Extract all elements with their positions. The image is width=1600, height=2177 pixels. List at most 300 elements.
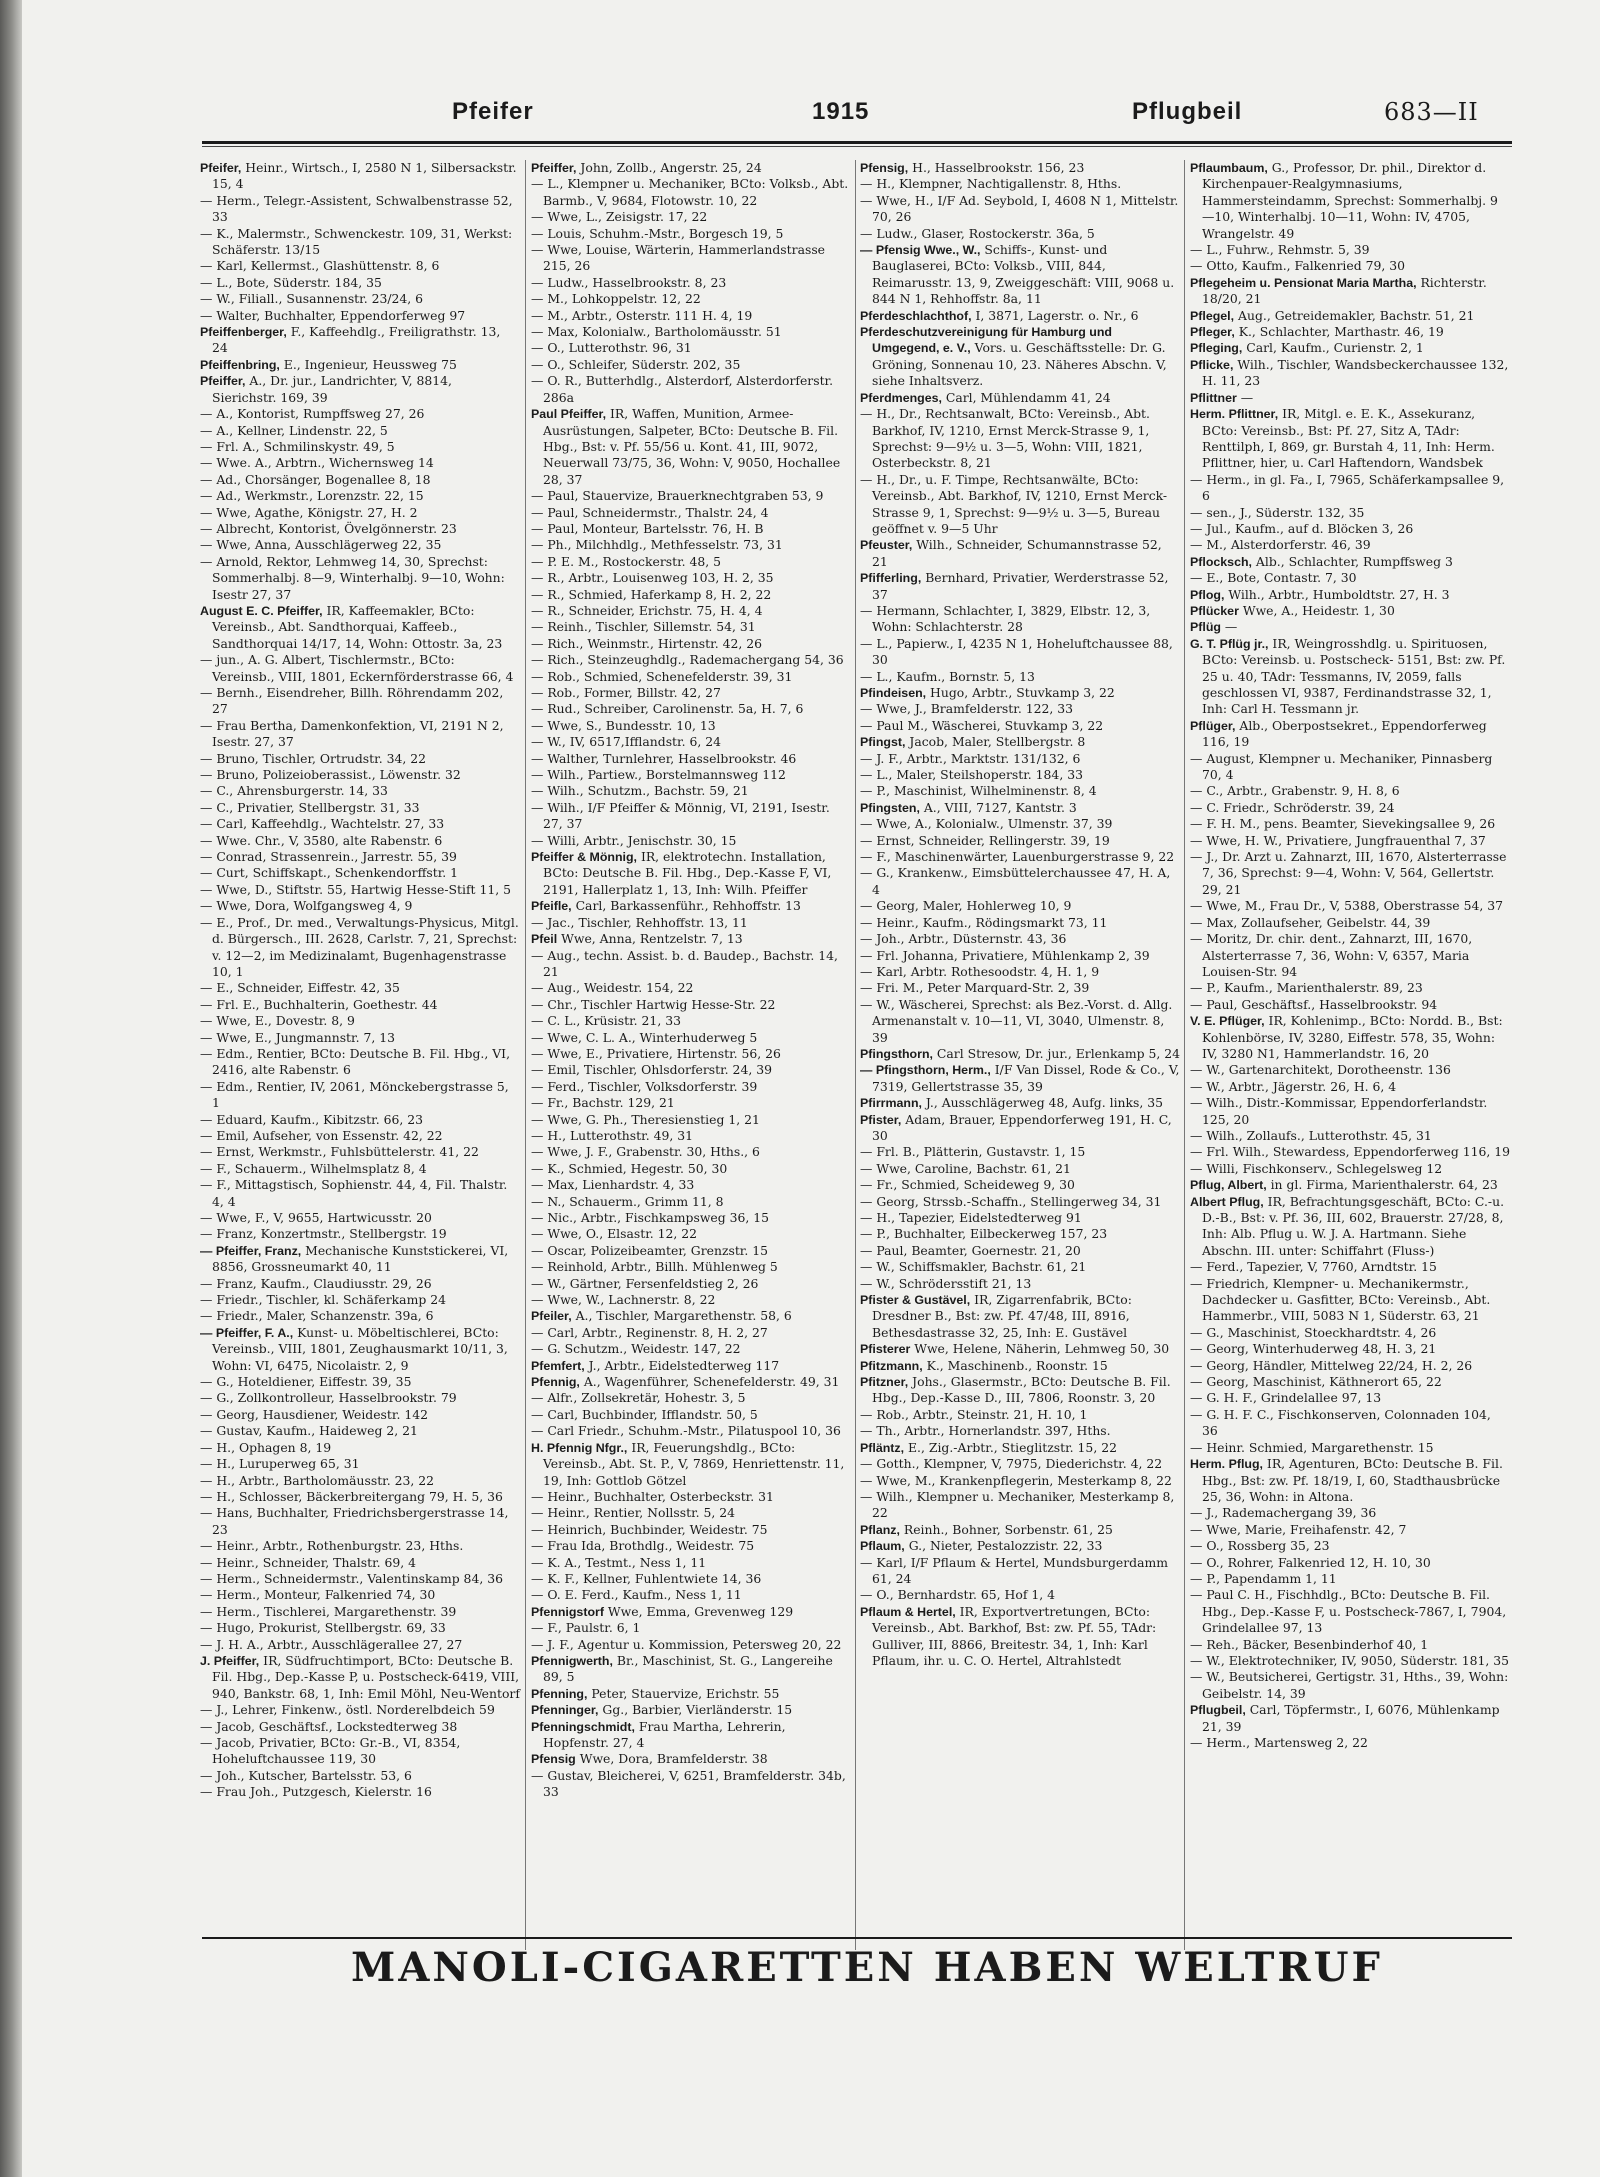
directory-entry (531, 291, 851, 307)
entry-text: — H., Schlosser, Bäckerbreitergang 79, H. 5, 36 (200, 1488, 503, 1504)
entry-name: Pfennigstorf (531, 1604, 604, 1619)
entry-text: — N., Schauerm., Grimm 11, 8 (531, 1193, 724, 1209)
directory-entry (1190, 1390, 1510, 1406)
entry-text: — Fr., Bachstr. 129, 21 (531, 1095, 675, 1111)
directory-entry (531, 1079, 851, 1095)
entry-text: IR, Kohlenimp., BCto: Nordd. B., Bst: Kohlenbörse, IV, 3280, Eiffestr. 578, 35, Wohn: IV, 3280 N1, Hammerlandstr. 16, 20 (1202, 1013, 1503, 1061)
entry-name: Pflug, Albert, (1190, 1178, 1267, 1193)
entry-text: — R., Arbtr., Louisenweg 103, H. 2, 35 (531, 570, 774, 586)
entry-text: — Wwe, O., Elsastr. 12, 22 (531, 1226, 698, 1242)
directory-entry (531, 1538, 851, 1554)
directory-entry (531, 1292, 851, 1308)
directory-entry (860, 1177, 1180, 1193)
directory-entry (531, 308, 851, 324)
directory-entry (1190, 242, 1510, 258)
column-4 (1190, 160, 1510, 1751)
entry-name: Pflücker (1190, 603, 1239, 618)
entry-text: — Wwe, A., Kolonialw., Ulmenstr. 37, 39 (860, 816, 1113, 832)
directory-entry (531, 587, 851, 603)
entry-name: Pflaum & Hertel, (860, 1604, 956, 1619)
entry-text: — Friedr., Maler, Schanzenstr. 39a, 6 (200, 1308, 434, 1324)
entry-text: — Ad., Chorsänger, Bogenallee 8, 18 (200, 471, 431, 487)
directory-entry (860, 1604, 1180, 1670)
directory-entry (860, 1095, 1180, 1111)
directory-page (22, 0, 1600, 2177)
entry-text: — Frl. E., Buchhalterin, Goethestr. 44 (200, 996, 438, 1012)
directory-entry (200, 1276, 520, 1292)
entry-text: — M., Arbtr., Osterstr. 111 H. 4, 19 (531, 307, 753, 323)
directory-entry (860, 242, 1180, 308)
directory-entry (1190, 1407, 1510, 1440)
entry-text: — Friedr., Tischler, kl. Schäferkamp 24 (200, 1292, 446, 1308)
directory-entry (200, 1440, 520, 1456)
directory-entry (531, 1194, 851, 1210)
entry-text: — Eduard, Kaufm., Kibitzstr. 66, 23 (200, 1111, 423, 1127)
directory-entry (1190, 570, 1510, 586)
entry-text: — Bernh., Eisendreher, Billh. Röhrendamm 202, 27 (200, 685, 504, 717)
entry-text: — Heinr., Rentier, Nollsstr. 5, 24 (531, 1505, 736, 1521)
directory-entry (860, 1144, 1180, 1160)
entry-text: — A., Kellner, Lindenstr. 22, 5 (200, 422, 388, 438)
entry-name: Pfeifer, (200, 161, 242, 175)
entry-text: — O., Rohrer, Falkenried 12, H. 10, 30 (1190, 1554, 1431, 1570)
entry-name: Pfeiffer & Mönnig, (531, 850, 638, 865)
directory-entry (200, 849, 520, 865)
entry-text: — L., Kaufm., Bornstr. 5, 13 (860, 668, 1035, 684)
header-rule (202, 141, 1512, 144)
entry-text: — K., Malermstr., Schwenckestr. 109, 31, Werkst: Schäferstr. 13/15 (200, 225, 513, 258)
entry-text: A., Tischler, Margarethenstr. 58, 6 (571, 1308, 792, 1324)
entry-name: Pfläntz, (860, 1440, 905, 1455)
directory-entry (200, 1702, 520, 1718)
entry-text: — Wwe, H. W., Privatiere, Jungfrauenthal 7, 37 (1190, 832, 1486, 848)
directory-entry (1190, 1637, 1510, 1653)
entry-name: Pfenning, (531, 1686, 588, 1701)
directory-entry (1190, 324, 1510, 340)
entry-text: — Wwe, E., Privatiere, Hirtenstr. 56, 26 (531, 1045, 781, 1061)
directory-entry (200, 865, 520, 881)
entry-text: — O. R., Butterhdlg., Alsterdorf, Alsterdorferstr. 286a (531, 373, 834, 405)
entry-text: — Carl, Buchbinder, Ifflandstr. 50, 5 (531, 1406, 758, 1422)
entry-text: — Georg, Winterhuderweg 48, H. 3, 21 (1190, 1341, 1437, 1357)
directory-entry (860, 1587, 1180, 1603)
entry-text: — Ferd., Tischler, Volksdorferstr. 39 (531, 1078, 758, 1094)
directory-entry (200, 1243, 520, 1276)
directory-entry (1190, 1161, 1510, 1177)
directory-entry (860, 1555, 1180, 1588)
entry-text: J., Ausschlägerweg 48, Aufg. links, 35 (921, 1095, 1164, 1111)
entry-name: Pfirrmann, (860, 1096, 922, 1111)
entry-name: Herm. Pflittner, (1190, 407, 1279, 422)
entry-text: — P., Maschinist, Wilhelminenstr. 8, 4 (860, 783, 1097, 799)
entry-text: — H., Dr., Rechtsanwalt, BCto: Vereinsb., Abt. Barkhof, IV, 1210, Ernst Merck-Strasse 9, 1, Sprechst: 9—9½ u. 3—5, Wohn: VIII, 1821, Osterbeckstr. 8, 21 (860, 406, 1150, 471)
directory-entry (200, 505, 520, 521)
entry-text: — Alfr., Zollsekretär, Hohestr. 3, 5 (531, 1390, 746, 1406)
directory-entry (860, 636, 1180, 669)
entry-text: — Wwe, J., Bramfelderstr. 122, 33 (860, 701, 1074, 717)
entry-name: G. T. Pflüg jr., (1190, 636, 1269, 651)
directory-entry (1190, 816, 1510, 832)
entry-text: — P. E. M., Rostockerstr. 48, 5 (531, 553, 722, 569)
entry-text: Alb., Oberpostsekret., Eppendorferweg 116, 19 (1202, 717, 1487, 750)
entry-text: — E., Bote, Contastr. 7, 30 (1190, 570, 1357, 586)
entry-name: Pflaumbaum, (1190, 161, 1268, 175)
directory-entry (200, 1407, 520, 1423)
entry-text: — Rob., Former, Billstr. 42, 27 (531, 685, 721, 700)
entry-text: — Edm., Rentier, IV, 2061, Mönckebergstrasse 5, 1 (200, 1078, 509, 1111)
directory-entry (860, 1062, 1180, 1095)
directory-entry (1190, 1538, 1510, 1554)
directory-entry (200, 226, 520, 259)
entry-text: — Karl, I/F Pflaum & Hertel, Mundsburgerdamm 61, 24 (860, 1554, 1168, 1586)
entry-name: — Pfeiffer, F. A., (200, 1325, 294, 1340)
entry-name: Pflocksch, (1190, 554, 1252, 569)
directory-entry (860, 865, 1180, 898)
entry-text: — Wwe, E., Jungmannstr. 7, 13 (200, 1029, 396, 1045)
directory-entry (531, 701, 851, 717)
entry-name: Pfingsthorn, (860, 1046, 933, 1061)
entry-name: Pfeil (531, 932, 558, 947)
directory-entry (531, 1062, 851, 1078)
entry-text: — Max, Zollaufseher, Geibelstr. 44, 39 (1190, 914, 1431, 930)
entry-name: Pflegel, (1190, 308, 1235, 323)
directory-entry (1190, 915, 1510, 931)
directory-entry (1190, 1177, 1510, 1193)
entry-text: Vors. u. Geschäftsstelle: Dr. G. Gröning, Sonnenau 10, 23. Näheres Abschn. V, siehe Inhaltsverz. (872, 340, 1167, 389)
entry-text: — Wwe, D., Stiftstr. 55, Hartwig Hesse-Stift 11, 5 (200, 881, 511, 897)
entry-text: — F., Mittagstisch, Sophienstr. 44, 4, Fil. Thalstr. 4, 4 (200, 1177, 508, 1209)
entry-text: — Rich., Steinzeughdlg., Rademachergang 54, 36 (531, 652, 844, 668)
directory-entry (531, 1112, 851, 1128)
entry-text: — Ad., Werkmstr., Lorenzstr. 22, 15 (200, 488, 424, 504)
entry-text: — Jul., Kaufm., auf d. Blöcken 3, 26 (1190, 520, 1414, 536)
entry-text: — Carl Friedr., Schuhm.-Mstr., Pilatuspool 10, 36 (531, 1423, 841, 1439)
entry-name: Pfitzner, (860, 1375, 909, 1390)
directory-entry (860, 603, 1180, 636)
entry-text: — Ernst, Werkmstr., Fuhlsbüttelerstr. 41, 22 (200, 1144, 479, 1160)
directory-entry (531, 1013, 851, 1029)
entry-text: — Wwe. A., Arbtrn., Wichernsweg 14 (200, 455, 434, 471)
directory-entry (1190, 718, 1510, 751)
entry-text: Br., Maschinist, St. G., Langereihe 89, 5 (543, 1652, 833, 1685)
entry-text: — Frau Bertha, Damenkonfektion, VI, 2191 N 2, Isestr. 27, 37 (200, 717, 504, 750)
directory-entry (860, 1194, 1180, 1210)
entry-text: — L., Papierw., I, 4235 N 1, Hoheluftchaussee 88, 30 (860, 635, 1173, 668)
directory-entry (860, 1112, 1180, 1145)
entry-text: — P., Papendamm 1, 11 (1190, 1570, 1337, 1586)
directory-entry (860, 226, 1180, 242)
entry-name: — Pfensig Wwe., W., (860, 243, 981, 258)
directory-entry (200, 980, 520, 996)
directory-entry (1190, 390, 1510, 406)
entry-text: — Wwe, Anna, Ausschlägerweg 22, 35 (200, 537, 442, 553)
directory-entry (1190, 1013, 1510, 1062)
directory-entry (860, 324, 1180, 390)
entry-name: Pflicke, (1190, 357, 1234, 372)
column-divider (855, 160, 856, 1950)
directory-entry (531, 340, 851, 356)
entry-text: — L., Maler, Steilshoperstr. 184, 33 (860, 767, 1083, 783)
directory-entry (860, 997, 1180, 1046)
directory-entry (200, 1128, 520, 1144)
entry-name: V. E. Pflüger, (1190, 1014, 1265, 1029)
directory-entry (860, 800, 1180, 816)
entry-text: — Emil, Aufseher, von Essenstr. 42, 22 (200, 1127, 443, 1143)
directory-entry (860, 193, 1180, 226)
entry-text: Wilh., Schneider, Schumannstrasse 52, 21 (872, 537, 1162, 569)
directory-entry (1190, 783, 1510, 799)
column-1 (200, 160, 520, 1801)
directory-entry (531, 783, 851, 799)
entry-text: — Georg, Maschinist, Käthnerort 65, 22 (1190, 1374, 1442, 1390)
directory-entry (860, 1292, 1180, 1341)
directory-entry (860, 570, 1180, 603)
directory-entry (860, 816, 1180, 832)
entry-text: — L., Bote, Süderstr. 184, 35 (200, 274, 382, 290)
directory-entry (531, 718, 851, 734)
entry-text: — Rob., Arbtr., Steinstr. 21, H. 10, 1 (860, 1406, 1088, 1422)
entry-text: K., Schlachter, Marthastr. 46, 19 (1234, 324, 1444, 340)
entry-text: — O., Lutterothstr. 96, 31 (531, 340, 692, 356)
entry-text: — Frl. B., Plätterin, Gustavstr. 1, 15 (860, 1144, 1086, 1160)
directory-entry (1190, 833, 1510, 849)
entry-text: — Gotth., Klempner, V, 7975, Diederichstr. 4, 22 (860, 1456, 1163, 1472)
directory-entry (200, 1653, 520, 1702)
entry-name: H. Pfennig Nfgr., (531, 1440, 628, 1455)
entry-text: J., Arbtr., Eidelstedterweg 117 (584, 1357, 780, 1373)
directory-entry (200, 783, 520, 799)
entry-text: IR, Zigarrenfabrik, BCto: Dresdner B., Bst: zw. Pf. 47/48, III, 8916, Bethesdastrasse 32, 25, Inh: E. Gustävel (872, 1292, 1132, 1340)
entry-text: Wilh., Tischler, Wandsbeckerchaussee 132, H. 11, 23 (1202, 356, 1509, 389)
entry-text: — Bruno, Polizeioberassist., Löwenstr. 32 (200, 767, 461, 783)
entry-name: Pfeiffenberger, (200, 325, 287, 340)
entry-text: Aug., Getreidemakler, Bachstr. 51, 21 (1234, 307, 1475, 323)
entry-text: Gg., Barbier, Vierländerstr. 15 (598, 1702, 793, 1718)
footer-rule (202, 1937, 1512, 1939)
entry-name: Pfleger, (1190, 325, 1235, 340)
entry-text: — H., Arbtr., Bartholomäusstr. 23, 22 (200, 1472, 435, 1488)
directory-entry (1190, 1735, 1510, 1751)
entry-name: Pferdeschutzvereinigung für Hamburg und Umgegend, e. V., (860, 325, 1112, 356)
entry-text: — J. H. A., Arbtr., Ausschlägerallee 27, 27 (200, 1636, 463, 1652)
directory-entry (860, 1374, 1180, 1407)
directory-entry (200, 193, 520, 226)
directory-entry (531, 1030, 851, 1046)
directory-entry (1190, 619, 1510, 635)
directory-entry (200, 1144, 520, 1160)
directory-entry (531, 997, 851, 1013)
entry-text: — Ernst, Schneider, Rellingerstr. 39, 19 (860, 832, 1110, 848)
entry-text: — Georg, Maler, Hohlerweg 10, 9 (860, 898, 1072, 914)
directory-entry (200, 882, 520, 898)
directory-entry (200, 1423, 520, 1439)
entry-text: — H., Luruperweg 65, 31 (200, 1456, 360, 1472)
entry-text: — Wwe, Louise, Wärterin, Hammerlandstrasse 215, 26 (531, 242, 826, 274)
directory-entry (531, 685, 851, 701)
directory-entry (1190, 1571, 1510, 1587)
directory-entry (860, 1473, 1180, 1489)
entry-text: E., Zig.-Arbtr., Stieglitzstr. 15, 22 (904, 1439, 1117, 1455)
directory-entry (860, 1538, 1180, 1554)
directory-entry (531, 1719, 851, 1752)
directory-entry (860, 1243, 1180, 1259)
directory-entry (531, 176, 851, 209)
entry-text: — E., Schneider, Eiffestr. 42, 35 (200, 980, 400, 996)
entry-text: — H., Tapezier, Eidelstedterweg 91 (860, 1210, 1082, 1225)
entry-text: — Joh., Arbtr., Düsternstr. 43, 36 (860, 931, 1067, 947)
directory-entry (531, 1768, 851, 1801)
entry-text: — Willi, Arbtr., Jenischstr. 30, 15 (531, 832, 737, 848)
entry-text: — G., Zollkontrolleur, Hasselbrookstr. 79 (200, 1390, 457, 1406)
entry-text: G., Professor, Dr. phil., Direktor d. Kirchenpauer-Realgymnasiums, Hammersteindamm, Sprechst: Sommerhalbj. 9—10, Winterhalbj. 10—11, Wohn: IV, 4705, Wrangelstr. 49 (1202, 160, 1498, 241)
directory-entry (1190, 275, 1510, 308)
entry-text: — Hugo, Prokurist, Stellbergstr. 69, 33 (200, 1620, 446, 1636)
entry-text: IR, Agenturen, BCto: Deutsche B. Fil. Hbg., Bst: zw. Pf. 18/19, I, 60, Stadthausbrücke 25, 36, Wohn: in Altona. (1202, 1456, 1503, 1504)
entry-text: — Reinhold, Arbtr., Billh. Mühlenweg 5 (531, 1259, 778, 1275)
directory-entry (200, 406, 520, 422)
directory-entry (531, 800, 851, 833)
entry-text: — J., Lehrer, Finkenw., östl. Norderelbdeich 59 (200, 1702, 495, 1718)
directory-entry (531, 1276, 851, 1292)
directory-entry (531, 275, 851, 291)
entry-text: — Fri. M., Peter Marquard-Str. 2, 39 (860, 980, 1090, 996)
entry-text: — Aug., Weidestr. 154, 22 (531, 980, 694, 996)
entry-name: Pfisterer (860, 1342, 911, 1357)
directory-entry (860, 734, 1180, 750)
directory-entry (531, 603, 851, 619)
directory-entry (531, 751, 851, 767)
entry-name: Pfingst, (860, 735, 906, 750)
directory-entry (531, 1555, 851, 1571)
directory-entry (531, 521, 851, 537)
entry-text: Kunst- u. Möbeltischlerei, BCto: Vereinsb., VIII, 1801, Zeughausmarkt 10/11, 3, Wohn: VI, 6475, Nicolaistr. 2, 9 (212, 1324, 508, 1373)
entry-text: — G., Krankenw., Eimsbüttelerchaussee 47, H. A, 4 (860, 865, 1171, 897)
directory-entry (200, 1226, 520, 1242)
entry-text: — P., Kaufm., Marienthalerstr. 89, 23 (1190, 980, 1423, 996)
footer-advertisement: MANOLI-CIGARETTEN HABEN WELTRUF (351, 1944, 1383, 1991)
entry-text: I/F Van Dissel, Rode & Co., V, 7319, Gellertstrasse 35, 39 (872, 1062, 1180, 1094)
entry-name: Pfeiffer, (531, 161, 577, 175)
directory-entry (200, 1112, 520, 1128)
entry-text: — Wwe, Agathe, Königstr. 27, H. 2 (200, 504, 418, 520)
directory-entry (200, 1308, 520, 1324)
entry-text: — F., Maschinenwärter, Lauenburgerstrasse 9, 22 (860, 849, 1175, 865)
directory-entry (1190, 603, 1510, 619)
entry-text: — Paul, Monteur, Bartelsstr. 76, H. B (531, 520, 764, 536)
entry-text: — H., Ophagen 8, 19 (200, 1439, 332, 1455)
directory-entry (200, 1604, 520, 1620)
directory-entry (531, 209, 851, 225)
directory-entry (860, 1341, 1180, 1357)
entry-text: — Oscar, Polizeibeamter, Grenzstr. 15 (531, 1242, 769, 1258)
entry-name: Pfensig, (860, 161, 909, 175)
directory-entry (1190, 554, 1510, 570)
directory-entry (1190, 1325, 1510, 1341)
entry-name: Pfeiffenbring, (200, 357, 280, 372)
entry-text: — Heinr., Schneider, Thalstr. 69, 4 (200, 1554, 417, 1570)
entry-text: — Wwe, G. Ph., Theresienstieg 1, 21 (531, 1111, 760, 1127)
page-header (22, 98, 1600, 138)
directory-entry (200, 833, 520, 849)
entry-text: — Georg, Strssb.-Schaffn., Stellingerweg 34, 31 (860, 1193, 1162, 1209)
directory-entry (200, 1390, 520, 1406)
header-rule-thin (202, 146, 1512, 147)
entry-text: — Georg, Händler, Mittelweg 22/24, H. 2, 26 (1190, 1357, 1473, 1373)
entry-name: Pferdeschlachthof, (860, 308, 972, 323)
entry-text: — Wilh., I/F Pfeiffer & Mönnig, VI, 2191, Isestr. 27, 37 (531, 799, 830, 832)
entry-text: — Conrad, Strassenrein., Jarrestr. 55, 39 (200, 849, 457, 865)
directory-entry (860, 1046, 1180, 1062)
directory-entry (1190, 1653, 1510, 1669)
directory-entry (860, 1407, 1180, 1423)
entry-name: Pfister, (860, 1112, 902, 1127)
header-year: 1915 (812, 98, 870, 125)
directory-entry (860, 1358, 1180, 1374)
directory-entry (531, 1489, 851, 1505)
directory-entry (1190, 308, 1510, 324)
directory-entry (1190, 521, 1510, 537)
entry-text: — W., Wäscherei, Sprechst: als Bez.-Vorst. d. Allg. Armenanstalt v. 10—11, VI, 3040, Ulmenstr. 8, 39 (860, 996, 1173, 1045)
entry-text: A., Dr. jur., Landrichter, V, 8814, Sierichstr. 169, 39 (212, 373, 452, 405)
entry-text: — Th., Arbtr., Hornerlandstr. 397, Hths. (860, 1423, 1111, 1439)
entry-name: Pfensig (531, 1752, 576, 1767)
entry-name: Pflog, (1190, 587, 1225, 602)
entry-text: Wwe, Helene, Näherin, Lehmweg 50, 30 (910, 1341, 1170, 1357)
directory-entry (531, 1177, 851, 1193)
entry-text: Hugo, Arbtr., Stuvkamp 3, 22 (926, 685, 1115, 700)
entry-name: Pfingsten, (860, 800, 920, 815)
entry-text: K., Maschinenb., Roonstr. 15 (922, 1357, 1108, 1373)
directory-entry (860, 685, 1180, 701)
entry-text: Carl, Kaufm., Curienstr. 2, 1 (1242, 340, 1424, 356)
entry-text: — W., Gärtner, Fersenfeldstieg 2, 26 (531, 1275, 759, 1291)
directory-entry (1190, 1358, 1510, 1374)
directory-entry (860, 1489, 1180, 1522)
entry-name: Pflüg (1190, 620, 1221, 635)
entry-text: — Herm., Telegr.-Assistent, Schwalbenstrasse 52, 33 (200, 192, 513, 225)
directory-entry (1190, 931, 1510, 980)
directory-entry (200, 1768, 520, 1784)
entry-text: — K., Schmied, Hegestr. 50, 30 (531, 1160, 728, 1176)
directory-entry (200, 1210, 520, 1226)
directory-entry (1190, 800, 1510, 816)
entry-text: — Willi, Fischkonserv., Schlegelsweg 12 (1190, 1160, 1443, 1176)
directory-entry (531, 833, 851, 849)
directory-entry (531, 505, 851, 521)
entry-text: — Paul, Schneidermstr., Thalstr. 24, 4 (531, 504, 769, 520)
entry-text: — Wwe, C. L. A., Winterhuderweg 5 (531, 1029, 758, 1045)
directory-entry (1190, 1522, 1510, 1538)
column-divider (1184, 160, 1185, 1950)
directory-entry (531, 1587, 851, 1603)
entry-name: Pfennig, (531, 1375, 580, 1390)
directory-entry (531, 1637, 851, 1653)
column-2 (531, 160, 851, 1801)
directory-entry (531, 1686, 851, 1702)
entry-text: — M., Lohkoppelstr. 12, 22 (531, 291, 701, 307)
entry-text: — R., Schneider, Erichstr. 75, H. 4, 4 (531, 602, 763, 618)
directory-entry (860, 308, 1180, 324)
entry-text: IR, Kaffeemakler, BCto: Vereinsb., Abt. Sandthorquai, Kaffeeb., Sandthorquai 14/17, 14, Wohn: Ottostr. 3a, 23 (212, 602, 503, 651)
entry-text: — Walther, Turnlehrer, Hasselbrookstr. 46 (531, 750, 797, 766)
entry-text: — (1220, 619, 1238, 635)
entry-text: — O. E. Ferd., Kaufm., Ness 1, 11 (531, 1587, 742, 1603)
entry-text: — Wwe, Caroline, Bachstr. 61, 21 (860, 1160, 1071, 1176)
directory-entry (200, 816, 520, 832)
entry-text: — Gustav, Bleicherei, V, 6251, Bramfelderstr. 34b, 33 (531, 1767, 846, 1800)
entry-text: Carl, Mühlendamm 41, 24 (941, 389, 1111, 405)
entry-text: — Paul, Stauervize, Brauerknechtgraben 53, 9 (531, 488, 824, 504)
